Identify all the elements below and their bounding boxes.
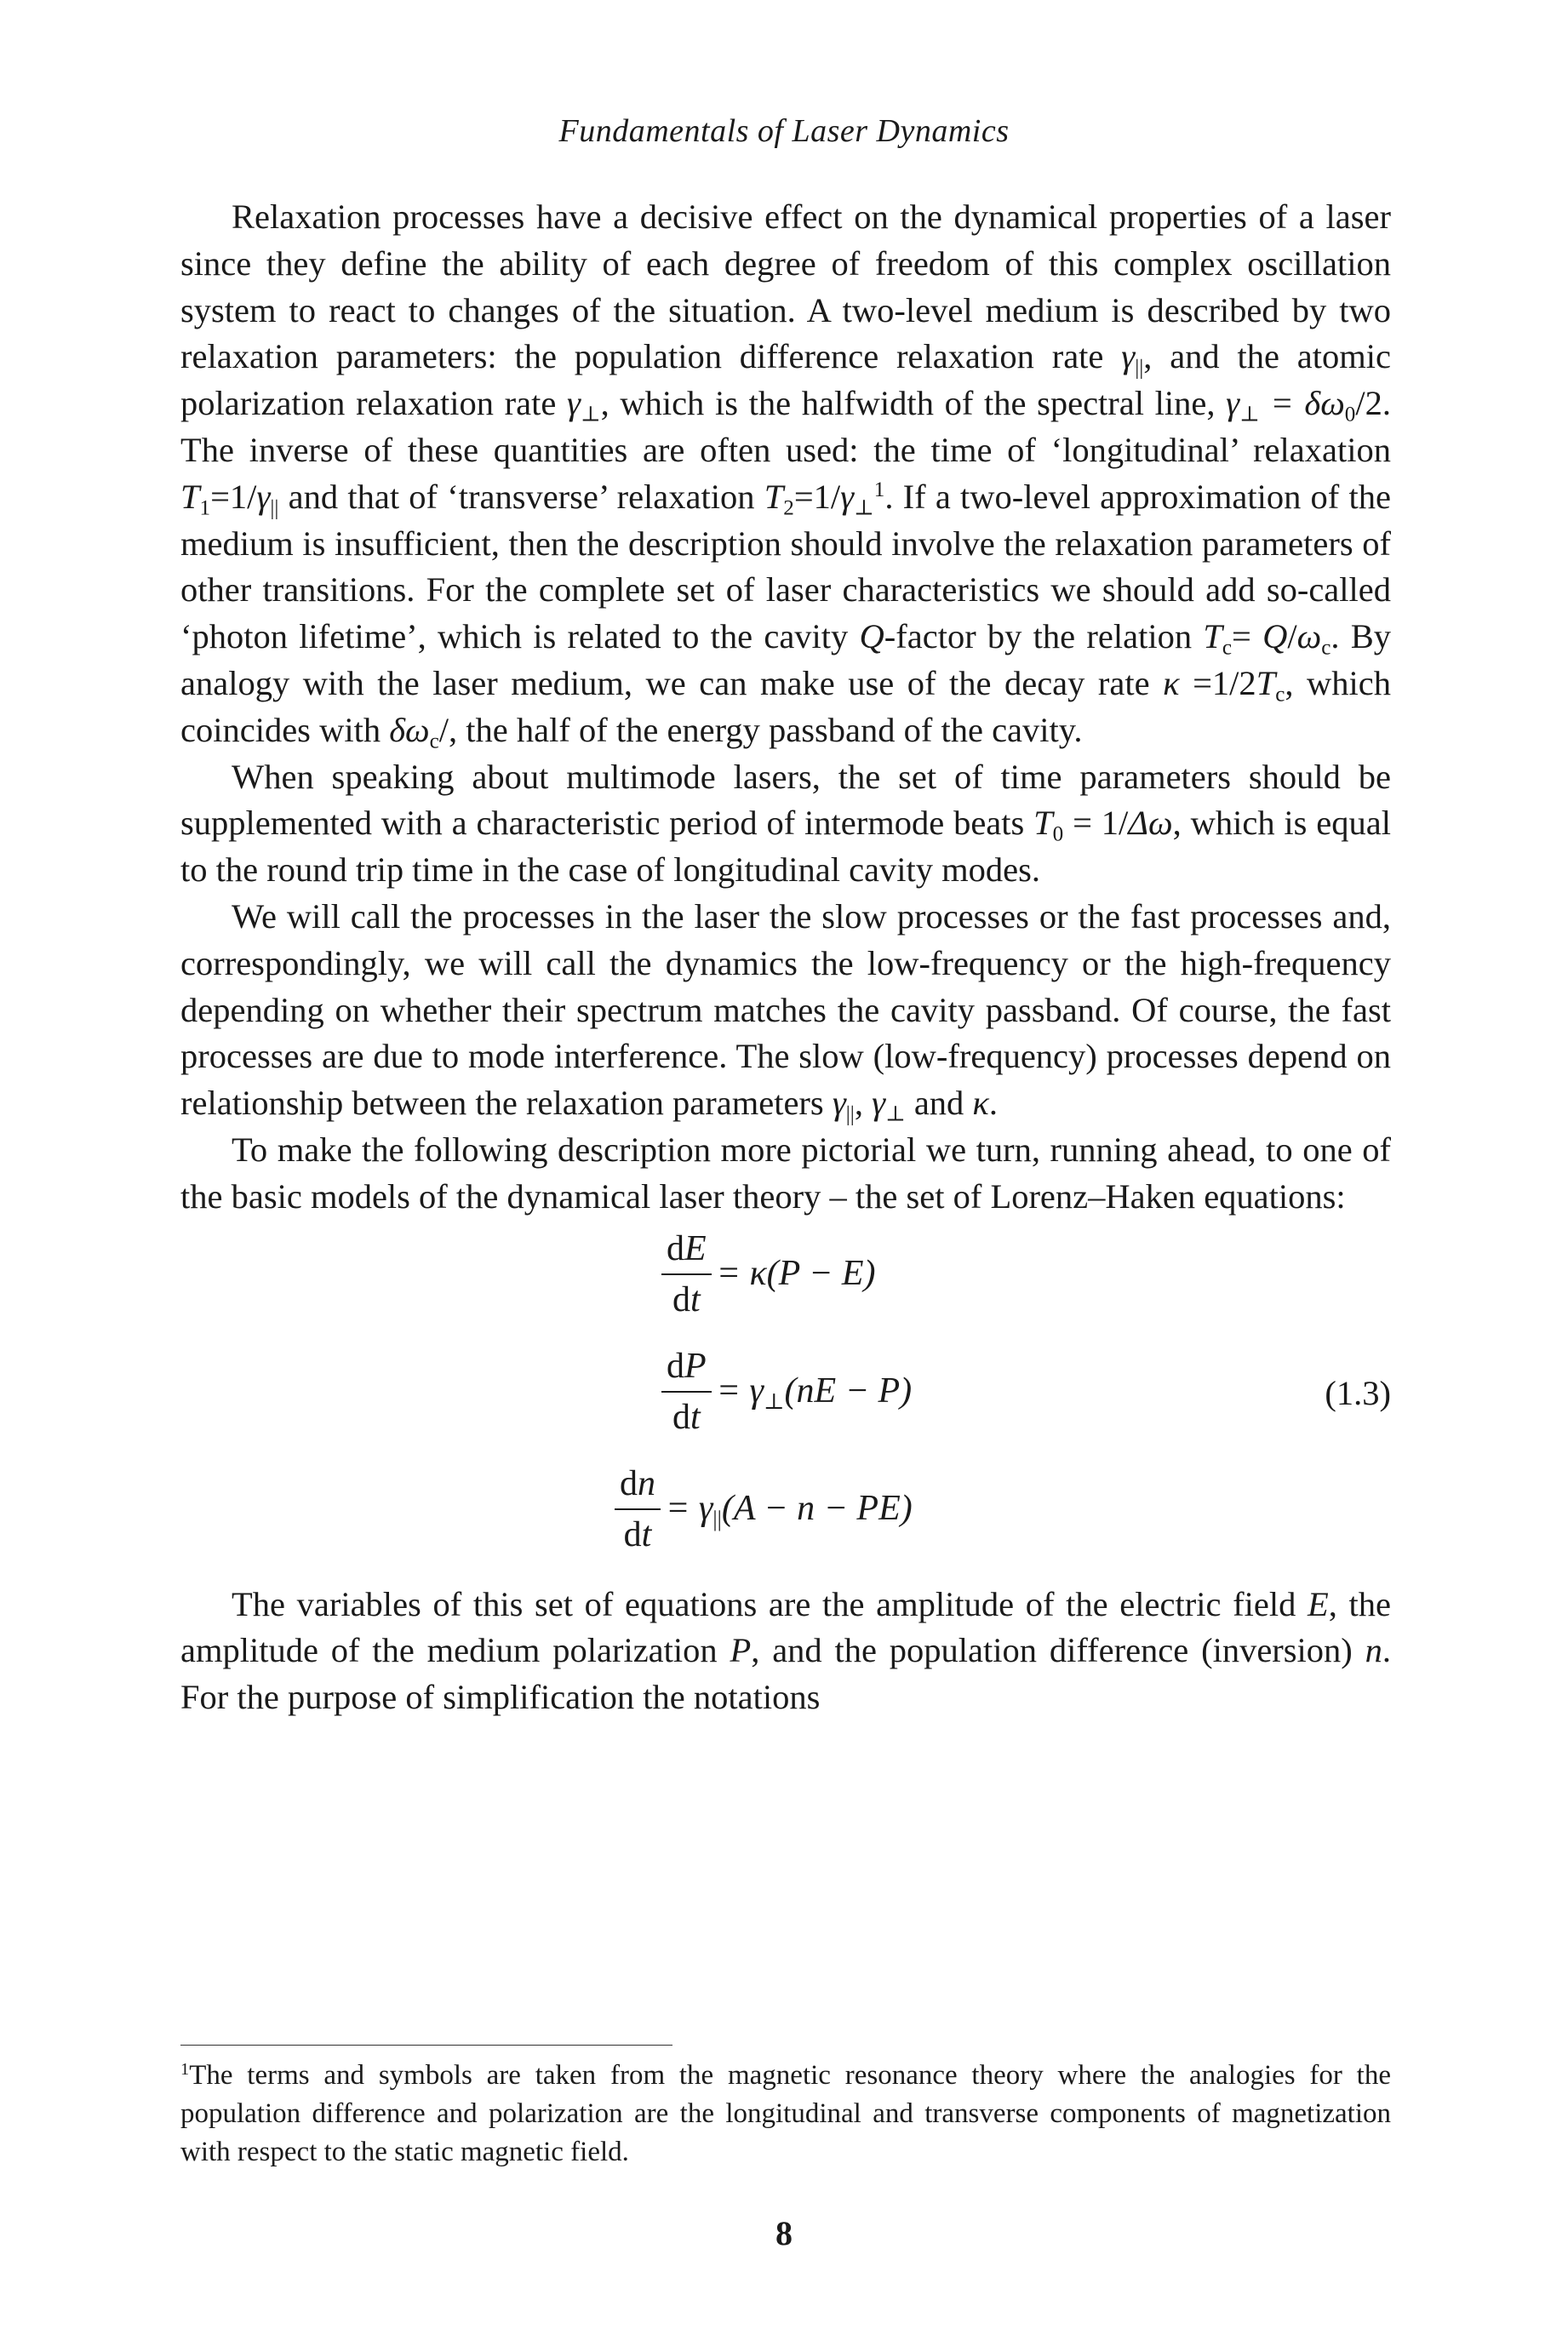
denominator xyxy=(667,1393,706,1439)
paragraph-variables xyxy=(180,1582,1391,1721)
c-subscript: c xyxy=(1321,636,1331,660)
numerator xyxy=(661,1345,712,1393)
running-head: Fundamentals of Laser Dynamics xyxy=(558,113,1010,149)
text-run: and xyxy=(905,1084,973,1123)
gamma-symbol: γ xyxy=(566,384,581,423)
paragraph-slow-fast xyxy=(180,894,1391,1127)
E-variable: E xyxy=(684,1228,707,1268)
rhs-eq1: = κ(P − E) xyxy=(716,1254,876,1294)
text-run: When speaking about multimode lasers, the set of time parameters should be supplemented with a characteristic period of intermode beats xyxy=(180,757,1391,843)
gamma-symbol: γ xyxy=(872,1084,886,1123)
c-subscript: c xyxy=(1222,636,1232,660)
gamma-symbol: = γ xyxy=(716,1371,764,1411)
d-operator: d xyxy=(672,1279,690,1319)
parallel-subscript: || xyxy=(845,1102,855,1126)
equation-dP-dt xyxy=(661,1345,912,1439)
parallel-subscript: || xyxy=(712,1506,722,1531)
d-operator: d xyxy=(623,1514,642,1554)
gamma-symbol: = γ xyxy=(666,1489,713,1529)
text-run: = xyxy=(1232,617,1263,656)
fraction-dE-dt xyxy=(661,1228,712,1321)
kappa-symbol: κ xyxy=(972,1084,989,1123)
P-variable: P xyxy=(730,1631,752,1670)
t-variable: t xyxy=(690,1397,701,1437)
text-run: , the amplitude of the medium polarization xyxy=(180,1584,1391,1670)
c-subscript: c xyxy=(1275,683,1285,707)
paragraph-multimode xyxy=(180,754,1391,894)
footnote-body: The terms and symbols are taken from the magnetic resonance theory where the analogies for the population difference and polarization are the longitudinal and transverse components of magnetization with respect to the static magnetic field. xyxy=(180,2060,1391,2167)
text-run: =1/ xyxy=(793,477,841,516)
Tc-symbol: T xyxy=(1203,617,1222,656)
footnote-mark: 1 xyxy=(180,2059,190,2079)
body-text xyxy=(180,194,1391,1721)
gamma-symbol: γ xyxy=(840,477,855,516)
lorenz-haken-equations xyxy=(180,1228,1391,1582)
text-run: . If a two-level approximation of the medium is insufficient, then the description should involve the relaxation parameters of other transitions. For the complete set of laser characteristics we should add so-called ‘photon lifetime’, which is related to the cavity xyxy=(180,477,1391,656)
text-run: , which coincides with xyxy=(180,663,1391,749)
d-operator: d xyxy=(672,1397,690,1437)
equation-dn-dt xyxy=(615,1462,913,1556)
parallel-subscript: || xyxy=(270,496,279,520)
paragraph-relaxation xyxy=(180,194,1391,754)
two-subscript: 2 xyxy=(783,496,794,520)
footnote-text xyxy=(180,2057,1391,2172)
footnote-ref: 1 xyxy=(873,478,885,501)
equation-dE-dt xyxy=(661,1228,876,1321)
delta-omega-symbol: δω xyxy=(389,710,430,749)
zero-subscript: 0 xyxy=(1344,403,1356,426)
rhs-eq2 xyxy=(717,1368,913,1415)
c-subscript: c xyxy=(429,730,439,753)
Q-symbol: Q xyxy=(859,617,884,656)
equation-number: (1.3) xyxy=(1325,1373,1391,1412)
d-operator: d xyxy=(667,1228,684,1268)
numerator xyxy=(661,1228,712,1275)
footnote xyxy=(180,2057,1391,2172)
Q-symbol: Q xyxy=(1262,617,1288,656)
gamma-symbol: γ xyxy=(1226,384,1240,423)
text-run: /2. The inverse of these quantities are often used: the time of ‘longitudinal’ relaxation xyxy=(180,384,1391,469)
text-run: , and the population difference (inversion) xyxy=(751,1631,1365,1670)
footnote-divider xyxy=(180,2045,672,2046)
Delta-omega-symbol: Δω xyxy=(1128,804,1173,843)
text-run: = 1/ xyxy=(1063,804,1129,843)
text-run: / xyxy=(1287,617,1297,656)
gamma-symbol: γ xyxy=(256,477,271,516)
text-run: , and the atomic polarization relaxation rate xyxy=(180,337,1391,423)
text-run: . For the purpose of simplification the notations xyxy=(180,1631,1391,1717)
text-run: , xyxy=(854,1084,873,1123)
omega-symbol: ω xyxy=(1296,617,1322,656)
n-variable: n xyxy=(1365,1631,1382,1670)
delta-omega-symbol: = δω xyxy=(1259,384,1345,423)
Tc-symbol: T xyxy=(1256,663,1276,702)
perp-subscript: ⊥ xyxy=(885,1102,906,1126)
text-run: , which is the halfwidth of the spectral line, xyxy=(600,384,1227,423)
t-variable: t xyxy=(641,1514,652,1554)
text-run: The variables of this set of equations are the amplitude of the electric field xyxy=(232,1584,1308,1623)
fraction-dP-dt xyxy=(661,1345,712,1439)
parallel-subscript: || xyxy=(1135,356,1144,380)
n-variable: n xyxy=(638,1463,655,1503)
d-operator: d xyxy=(667,1346,684,1386)
perp-subscript: ⊥ xyxy=(854,496,874,520)
perp-subscript: ⊥ xyxy=(580,403,601,426)
page-number: 8 xyxy=(775,2214,793,2252)
kappa-symbol: κ xyxy=(1163,663,1180,702)
text-run: Relaxation processes have a decisive effect on the dynamical properties of a laser since they define the ability of each degree of freedom of this complex oscillation system to react to changes of the situation. A two-level medium is described by two relaxation parameters: the population difference relaxation rate xyxy=(180,197,1391,376)
text-run: =1/ xyxy=(210,477,257,516)
T1-symbol: T xyxy=(180,477,200,516)
T0-symbol: T xyxy=(1033,804,1053,843)
rhs-eq3 xyxy=(666,1485,913,1532)
denominator xyxy=(619,1510,657,1556)
text-run: /, the half of the energy passband of the cavity. xyxy=(438,710,1083,749)
T2-symbol: T xyxy=(764,477,784,516)
text-run: =1/2 xyxy=(1179,663,1256,702)
t-variable: t xyxy=(690,1279,701,1319)
perp-subscript: ⊥ xyxy=(764,1388,785,1414)
text-run: -factor by the relation xyxy=(884,617,1204,656)
paragraph-lorenz-haken-intro: To make the following description more pictorial we turn, running ahead, to one of the basic models of the dynamical laser theory – the set of Lorenz–Haken equations: xyxy=(180,1130,1391,1216)
E-variable: E xyxy=(1307,1584,1329,1623)
text-run: and that of ‘transverse’ relaxation xyxy=(278,477,764,516)
rhs-terms: (nE − P) xyxy=(784,1371,913,1411)
perp-subscript: ⊥ xyxy=(1239,403,1260,426)
fraction-dn-dt xyxy=(615,1462,661,1556)
zero-subscript: 0 xyxy=(1052,822,1064,846)
text-run: , which is equal to the round trip time in the case of longitudinal cavity modes. xyxy=(180,804,1391,890)
P-variable: P xyxy=(684,1346,707,1386)
one-subscript: 1 xyxy=(199,496,211,520)
gamma-symbol: γ xyxy=(1121,337,1136,376)
d-operator: d xyxy=(620,1463,638,1503)
denominator xyxy=(667,1275,706,1321)
text-run: . By analogy with the laser medium, we can make use of the decay rate xyxy=(180,617,1391,702)
gamma-symbol: γ xyxy=(832,1084,846,1123)
rhs-terms: (A − n − PE) xyxy=(721,1489,913,1529)
numerator xyxy=(615,1462,661,1510)
text-run: We will call the processes in the laser the slow processes or the fast processes and, correspondingly, we will call the dynamics the low-frequency or the high-frequency depending on whether their spectrum matches the cavity passband. Of course, the fast processes are due to mode interference. The slow (low-frequency) processes depend on relationship between the relaxation parameters xyxy=(180,896,1391,1123)
text-run: . xyxy=(988,1084,998,1123)
